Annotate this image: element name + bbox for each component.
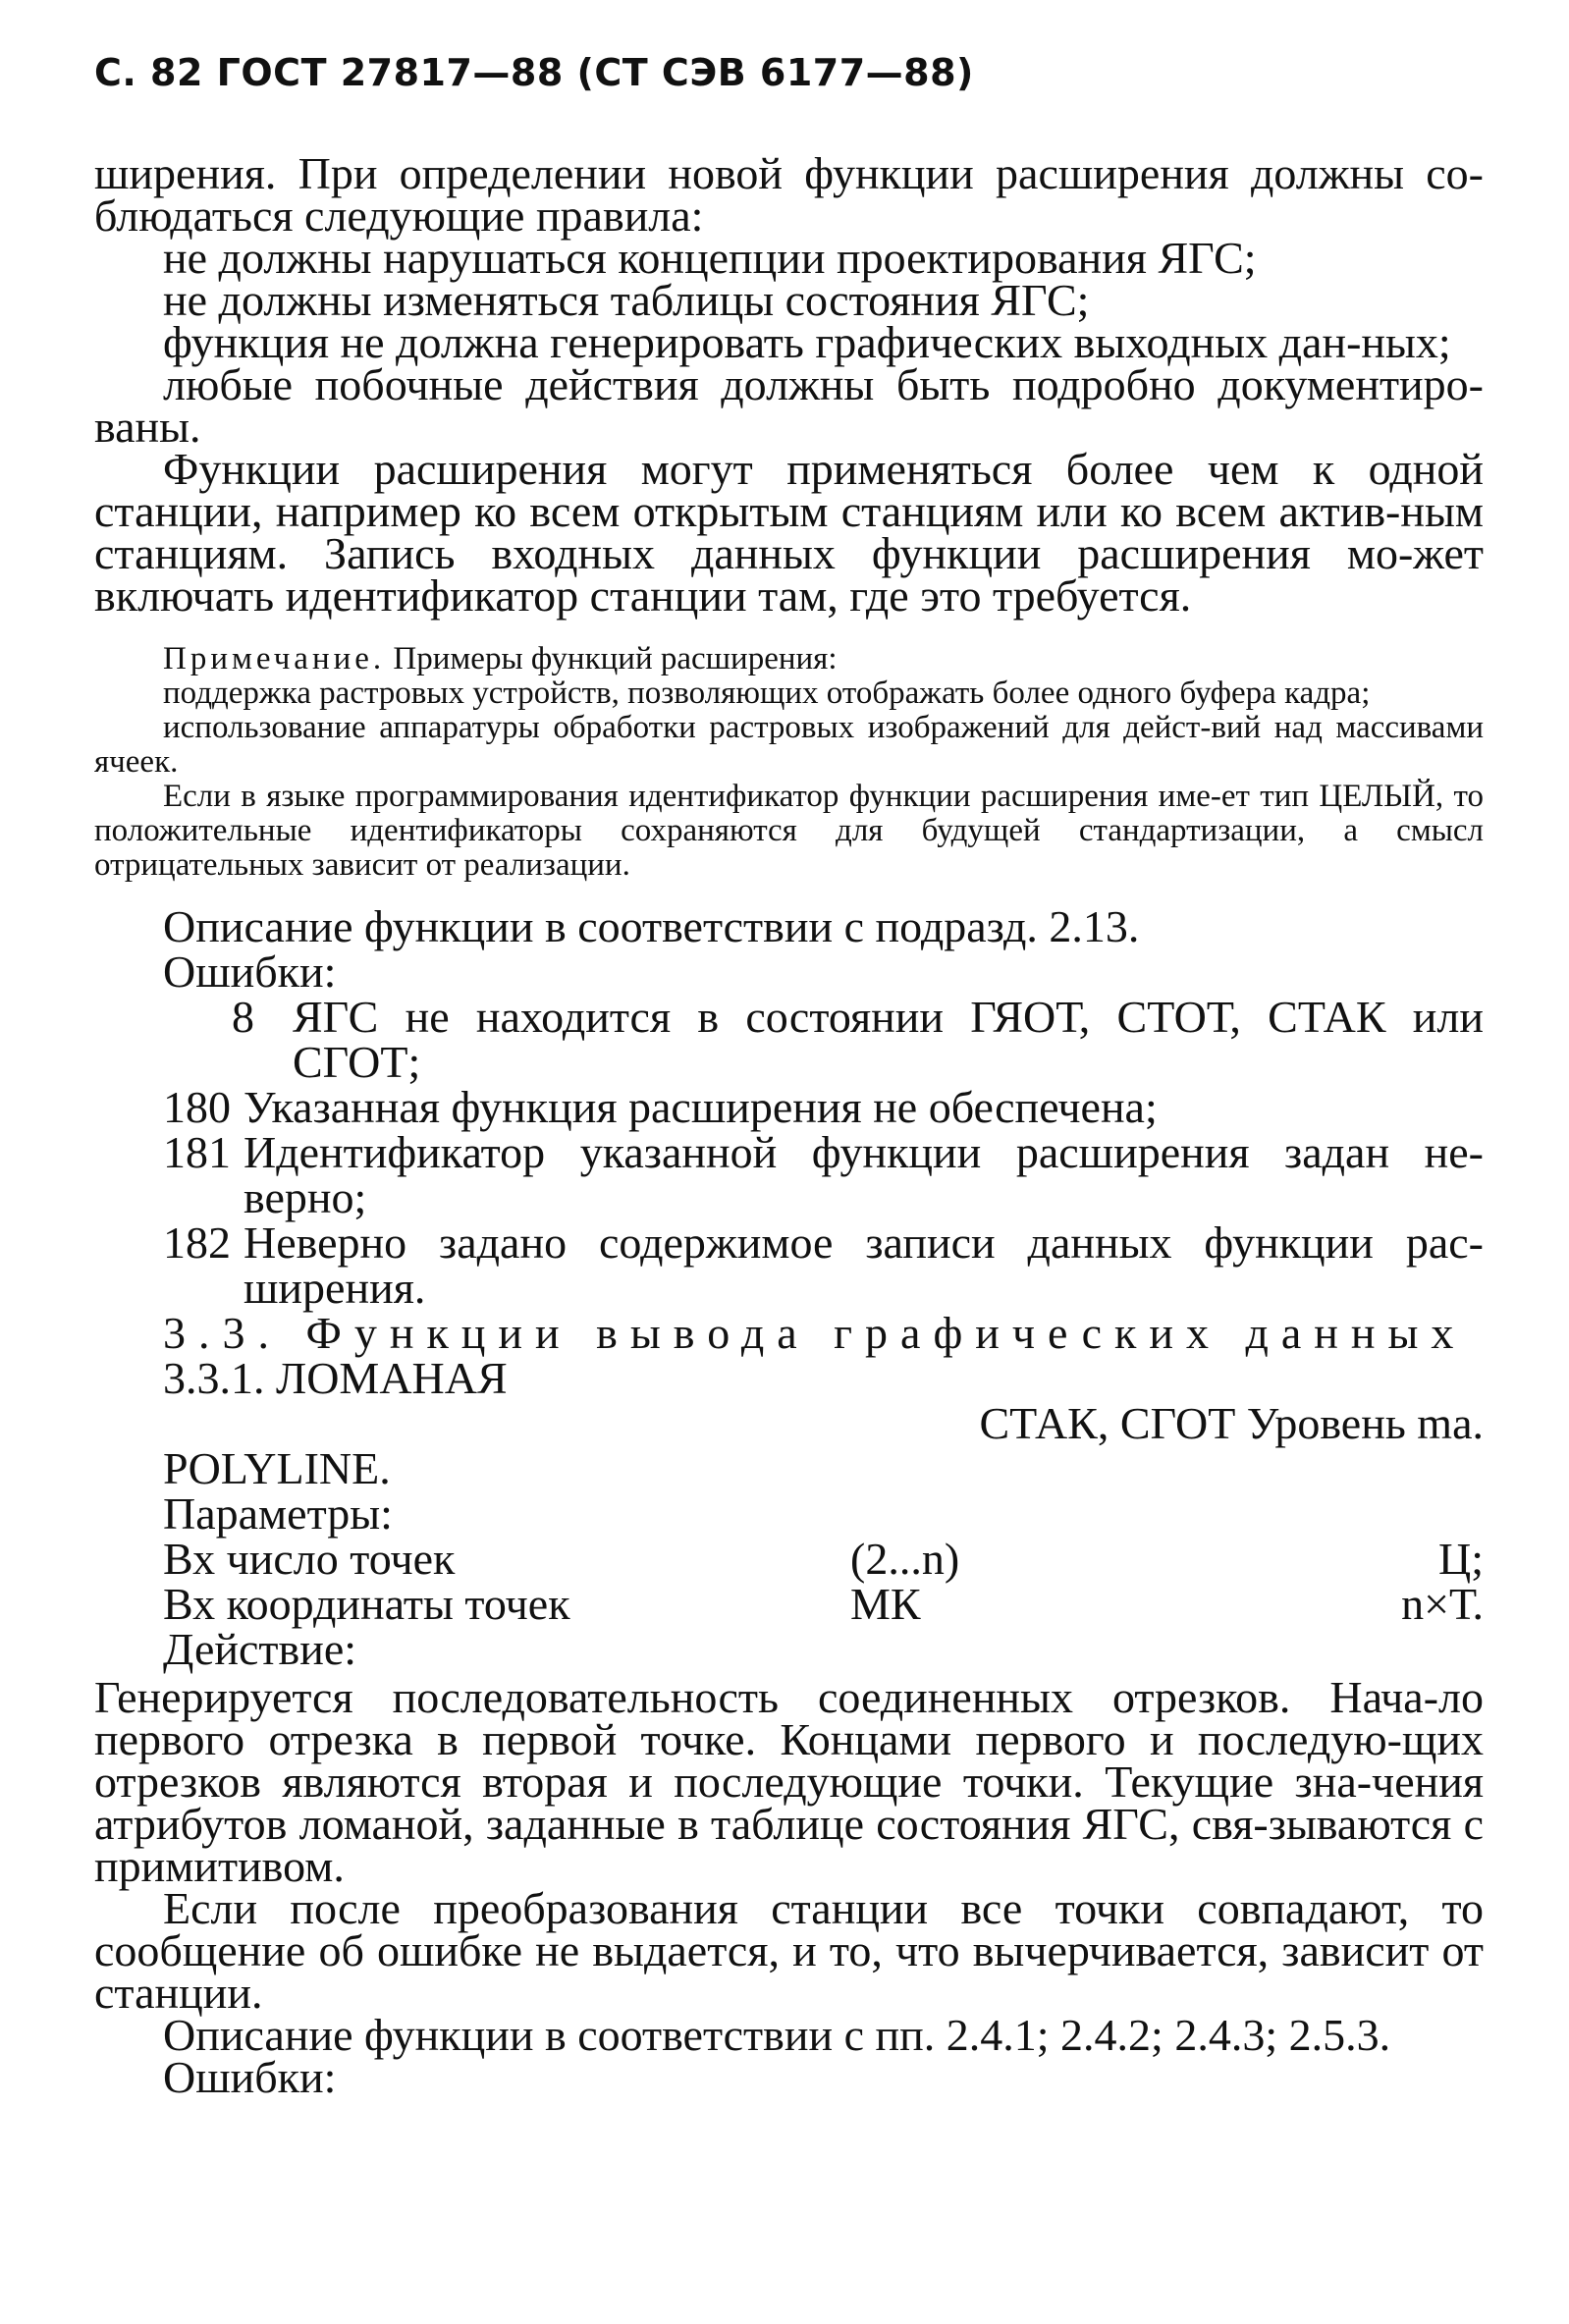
error-code: 8 — [232, 992, 254, 1042]
note-block — [94, 642, 1484, 883]
section-title: 3.3. Функции вывода графических данных — [163, 1308, 1467, 1358]
state-level: СТАК, СГОТ Уровень ma. — [979, 1398, 1484, 1448]
note-item: использование аппаратуры обработки растровых изображений для дейст-вий над массивами ячеек. — [94, 710, 1484, 780]
param-row — [94, 1534, 1484, 1584]
error-item — [94, 1127, 1484, 1222]
action-label: Действие: — [163, 1624, 357, 1674]
param-range: (2...n) — [850, 1534, 960, 1584]
text-line: ширения. При определении новой функции расширения должны со- — [94, 148, 1484, 198]
paragraph-continued — [94, 148, 1484, 241]
note-item: поддержка растровых устройств, позволяющих отображать более одного буфера кадра; — [163, 676, 1371, 711]
param-row — [94, 1579, 1484, 1629]
error-code: 182 — [163, 1217, 231, 1268]
param-type: n×Т. — [1401, 1579, 1484, 1629]
english-name: POLYLINE. — [163, 1443, 391, 1493]
subsection-title: 3.3.1. ЛОМАНАЯ — [163, 1353, 508, 1403]
paragraph: Если после преобразования станции все точки совпадают, то сообщение об ошибке не выдается, и то, что вычерчивается, зависит от станции. — [94, 1883, 1484, 2018]
rule-item: не должны нарушаться концепции проектирования ЯГС; — [163, 233, 1257, 283]
error-text: Неверно задано содержимое записи данных функции рас-ширения. — [243, 1217, 1484, 1313]
param-range: МК — [850, 1579, 921, 1629]
main-text — [94, 148, 1484, 2102]
note-text: Если в языке программирования идентификатор функции расширения име-ет тип ЦЕЛЫЙ, то положительные идентификаторы сохраняются для будущей стандартизации, а смысл отрицательных зависит от реализации. — [94, 779, 1484, 883]
error-item — [94, 992, 1484, 1087]
note-label: Примечание. — [163, 641, 386, 676]
params-label: Параметры: — [163, 1488, 393, 1539]
note-heading — [94, 642, 1484, 676]
description-ref: Описание функции в соответствии с подразд. 2.13. — [163, 901, 1140, 951]
param-name: Вх число точек — [163, 1534, 456, 1584]
page-header: С. 82 ГОСТ 27817—88 (СТ СЭВ 6177—88) — [94, 51, 974, 94]
error-code: 181 — [163, 1127, 231, 1177]
action-text: Генерируется последовательность соединенных отрезков. Нача-ло первого отрезка в первой точке. Концами первого и последую-щих отрезков являются вторая и последующие точки. Текущие зна-чения атрибутов ломаной, заданные в таблице состояния ЯГС, свя-зываются с примитивом. — [94, 1672, 1484, 1891]
errors-label: Ошибки: — [163, 946, 337, 997]
param-name: Вх координаты точек — [163, 1579, 570, 1629]
error-code: 180 — [163, 1082, 231, 1132]
rule-item: функция не должна генерировать графических выходных дан-ных; — [163, 317, 1451, 367]
rule-item: любые побочные действия должны быть подробно документиро-ваны. — [94, 359, 1484, 452]
param-type: Ц; — [1438, 1534, 1484, 1584]
note-title: Примеры функций расширения: — [393, 641, 838, 676]
paragraph: Функции расширения могут применяться более чем к одной станции, например ко всем открытым станциям или ко всем актив-ным станциям. Запись входных данных функции расширения мо-жет включать идентификатор станции там, где это требуется. — [94, 444, 1484, 621]
error-text: Идентификатор указанной функции расширения задан не-верно; — [243, 1127, 1484, 1222]
rule-item: не должны изменяться таблицы состояния ЯГС; — [163, 275, 1090, 325]
function-description — [94, 901, 1484, 1674]
errors-label: Ошибки: — [163, 2052, 337, 2102]
error-item — [94, 1217, 1484, 1313]
error-item — [94, 1082, 1484, 1132]
error-text: ЯГС не находится в состоянии ГЯОТ, СТОТ, СТАК или СГОТ; — [293, 992, 1484, 1087]
description-ref: Описание функции в соответствии с пп. 2.4.1; 2.4.2; 2.4.3; 2.5.3. — [163, 2010, 1391, 2060]
error-text: Указанная функция расширения не обеспечена; — [243, 1082, 1158, 1132]
text-line: блюдаться следующие правила: — [94, 190, 704, 241]
